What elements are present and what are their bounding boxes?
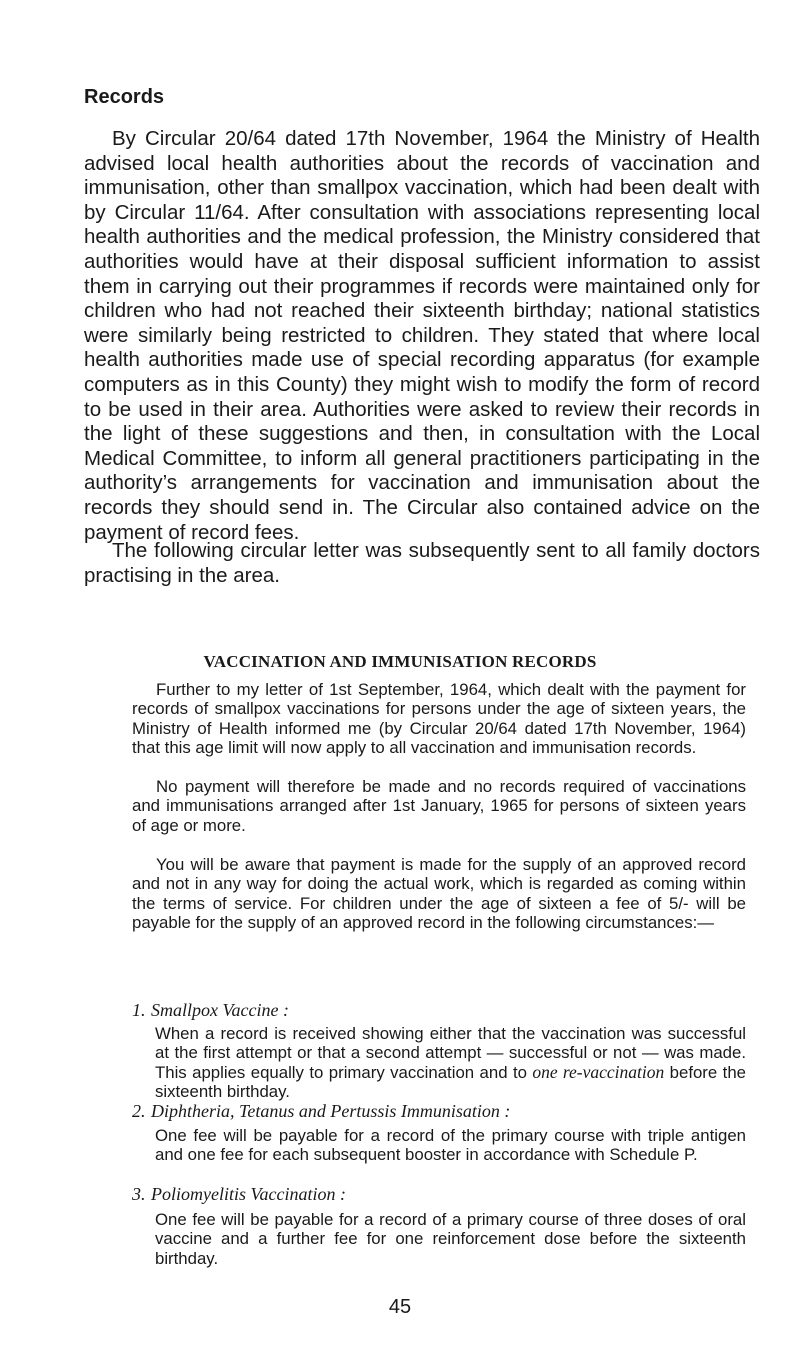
body-paragraph: The following circular letter was subsequently sent to all family doctors practising in the area. <box>84 539 760 587</box>
list-item-text-part: When a record is received showing either that the vaccination was successful at the first attempt or that a second attempt — successful or not — was made. This applies equally to primary vaccination and to <box>155 1024 746 1082</box>
list-item-emphasis: one re-vaccination <box>532 1061 665 1082</box>
section-title: Records <box>84 86 165 108</box>
list-item-number: 3. <box>132 1184 146 1204</box>
list-item-text: One fee will be payable for a record of the primary course with triple antigen and one fee for each subsequent booster in accordance with Schedule P. <box>155 1126 746 1165</box>
body-paragraph: By Circular 20/64 dated 17th November, 1964 the Ministry of Health advised local health authorities about the records of vaccination and immunisation, other than smallpox vaccination, which had been dealt with by Circular 11/64. After consultation with associations representing local health authorities and the medical profession, the Ministry considered that authorities would have at their disposal sufficient information to assist them in carrying out their programmes if records were maintained only for children who had not reached their sixteenth birthday; national statistics were similarly being restricted to children. They stated that where local health authorities made use of special recording apparatus (for example computers as in this County) they might wish to modify the form of record to be used in their area. Authorities were asked to review their records in the light of these suggestions and then, in consultation with the Local Medical Committee, to inform all general practitioners participating in the authority’s arrangements for vaccination and immunisation about the records they should send in. The Circular also contained advice on the payment of record fees. <box>84 127 760 544</box>
list-item-title: Poliomyelitis Vaccination : <box>151 1184 346 1204</box>
list-item-text <box>155 1024 746 1102</box>
list-item-heading <box>132 1000 289 1021</box>
list-item-number: 2. <box>132 1101 146 1121</box>
list-item-heading <box>132 1101 510 1122</box>
letter-title: VACCINATION AND IMMUNISATION RECORDS <box>203 652 597 671</box>
list-item-text-part: before the sixteenth birthday. <box>155 1062 746 1102</box>
list-item-number: 1. <box>132 1000 146 1020</box>
letter-paragraph: Further to my letter of 1st September, 1964, which dealt with the payment for records of smallpox vaccinations for persons under the age of sixteen years, the Ministry of Health informed me (by Circular 20/64 dated 17th November, 1964) that this age limit will now apply to all vaccination and immunisation records. <box>132 680 746 758</box>
list-item-title: Smallpox Vaccine : <box>151 1000 289 1020</box>
page-number: 45 <box>388 1296 412 1318</box>
list-item-heading <box>132 1184 346 1205</box>
letter-paragraph: You will be aware that payment is made for the supply of an approved record and not in any way for doing the actual work, which is regarded as coming within the terms of service. For children under the age of sixteen a fee of 5/- will be payable for the supply of an approved record in the following circumstances:— <box>132 855 746 933</box>
list-item-title: Diphtheria, Tetanus and Pertussis Immunisation : <box>151 1101 511 1121</box>
letter-paragraph: No payment will therefore be made and no records required of vaccinations and immunisations arranged after 1st January, 1965 for persons of sixteen years of age or more. <box>132 777 746 835</box>
list-item-text: One fee will be payable for a record of a primary course of three doses of oral vaccine and a further fee for one reinforcement dose before the sixteenth birthday. <box>155 1210 746 1268</box>
